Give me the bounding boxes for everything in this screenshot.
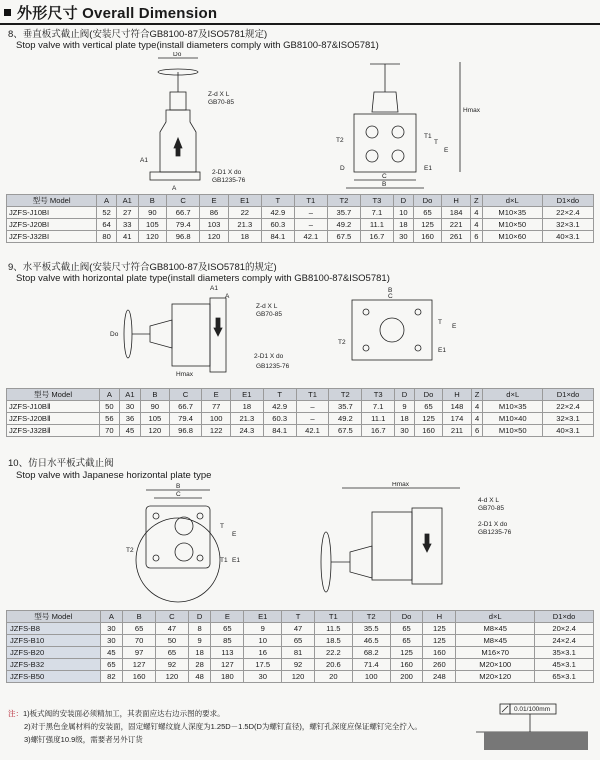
label-c: C <box>176 491 181 498</box>
surface-block <box>484 732 588 750</box>
table-row: JZFS-B20 45 97 65 18 113 16 81 22.2 68.2 125 160 M16×70 35×3.1 <box>7 647 594 659</box>
note-item: 3)螺钉强度10.9级，需要者另外订货 <box>24 735 143 744</box>
section-8-subtitle: Stop valve with vertical plate type(install diameters comply with GB8100-87&ISO5781) <box>16 40 379 51</box>
label-hmax: Hmax <box>463 107 480 114</box>
label-gb1: GB70-85 <box>208 99 235 106</box>
section-9-table <box>6 388 594 437</box>
label-gb1: GB70-85 <box>478 505 505 512</box>
label-e1: E1 <box>438 347 446 354</box>
section-8-drawing <box>0 52 600 192</box>
section-9-drawing <box>0 284 600 384</box>
mount-plate <box>150 172 200 180</box>
handwheel <box>124 310 132 358</box>
label-e1: E1 <box>232 557 240 564</box>
table-header: 型号 Model A A1 B C E E1 T T1 T2 T3 D Do H Z d×L D1×do <box>7 389 594 401</box>
table-row: JZFS-J20BI 64 33 105 79.4 103 21.3 60.3 – 49.2 11.1 18 125 221 4 M10×50 32×3.1 <box>7 219 594 231</box>
table-row: JZFS-J32BⅡ 70 45 120 96.8 122 24.3 84.1 42.1 67.5 16.7 30 160 211 6 M10×50 40×3.1 <box>7 425 594 437</box>
label-a1: A1 <box>140 157 148 164</box>
surface-finish-diagram <box>470 700 594 756</box>
handwheel-outline <box>136 518 220 602</box>
label-a: A <box>172 185 177 192</box>
label-gb1: GB70-85 <box>256 311 283 318</box>
table-row: JZFS-J10BⅡ 50 30 90 66.7 77 18 42.9 – 35.7 7.1 9 65 148 4 M10×35 22×2.4 <box>7 401 594 413</box>
flow-arrow-icon <box>214 318 222 336</box>
port-hole <box>380 318 404 342</box>
label-do: Do <box>110 331 119 338</box>
header-divider <box>0 23 600 25</box>
bonnet-front <box>372 92 398 112</box>
label-dxl: 4-d X L <box>478 497 499 504</box>
bolt-hole <box>197 555 203 561</box>
label-e: E <box>452 323 457 330</box>
label-t: T <box>220 523 224 530</box>
tolerance-label: 0.01/100mm <box>514 706 551 713</box>
label-t: T <box>434 139 438 146</box>
port-hole <box>366 150 378 162</box>
bonnet <box>170 92 186 110</box>
label-a1: A1 <box>210 285 218 292</box>
page-title: 外形尺寸 Overall Dimension <box>17 4 218 22</box>
label-c: C <box>382 173 387 180</box>
bonnet <box>150 320 172 348</box>
table-header: 型号 Model A B C D E E1 T T1 T2 Do H d×L D1×do <box>7 611 594 623</box>
label-t1: T1 <box>424 133 432 140</box>
section-9-subtitle: Stop valve with horizontal plate type(install diameters comply with GB8100-87&ISO5781) <box>16 273 390 284</box>
note-item: 2)对于黑色金属材料的安装面，固定螺钉螺纹旋人深度为1.25D－1.5D(D为螺钉直径)，螺钉孔深度应保证螺钉完全拧入。 <box>24 722 422 731</box>
port-hole <box>366 126 378 138</box>
bolt-hole <box>415 309 421 315</box>
label-t1: T1 <box>220 557 228 564</box>
port-hole <box>175 517 193 535</box>
port-hole <box>175 543 193 561</box>
label-d1: 2-D1 X do <box>212 169 242 176</box>
table-row: JZFS-J32BI 80 41 120 96.8 120 18 84.1 42.1 67.5 16.7 30 160 261 6 M10×60 40×3.1 <box>7 231 594 243</box>
table-row: JZFS-B10 30 70 50 9 85 10 65 18.5 46.5 65 125 M8×45 24×2.4 <box>7 635 594 647</box>
label-b: B <box>382 181 387 188</box>
flow-arrow-icon <box>174 138 182 156</box>
section-9-title: 9、水平板式截止阀(安装尺寸符合GB8100-87及ISO5781的规定) <box>8 262 277 273</box>
label-t2: T2 <box>126 547 134 554</box>
label-e: E <box>232 531 237 538</box>
valve-body-front <box>354 114 416 172</box>
label-gb2: GB1235-76 <box>256 363 290 370</box>
label-t: T <box>438 319 442 326</box>
valve-body <box>172 304 210 366</box>
label-hmax: Hmax <box>176 371 193 378</box>
bolt-hole <box>363 345 369 351</box>
table-row: JZFS-B50 82 160 120 48 180 30 120 20 100 200 248 M20×120 65×3.1 <box>7 671 594 683</box>
page-header <box>4 2 217 22</box>
bolt-hole <box>415 345 421 351</box>
valve-body-front <box>352 300 432 360</box>
notes-label: 注： <box>8 709 23 718</box>
table-row: JZFS-B32 65 127 92 28 127 17.5 92 20.6 71.4 160 260 M20×100 45×3.1 <box>7 659 594 671</box>
bolt-hole <box>197 513 203 519</box>
notes <box>8 707 422 746</box>
label-gb2: GB1235-76 <box>478 529 512 536</box>
label-hmax: Hmax <box>392 482 409 488</box>
label-t2: T2 <box>338 339 346 346</box>
table-row: JZFS-J10BI 52 27 90 66.7 86 22 42.9 – 35.7 7.1 10 65 184 4 M10×35 22×2.4 <box>7 207 594 219</box>
label-dxl: Z-d X L <box>256 303 278 310</box>
table-row: JZFS-J20BⅡ 56 36 105 79.4 100 21.3 60.3 – 49.2 11.1 18 125 174 4 M10×40 32×3.1 <box>7 413 594 425</box>
bolt-hole <box>153 513 159 519</box>
bolt-hole <box>363 309 369 315</box>
section-10-table <box>6 610 594 683</box>
section-8-title: 8、垂直板式截止阀(安装尺寸符合GB8100-87及ISO5781规定) <box>8 29 268 40</box>
bolt-hole <box>153 555 159 561</box>
label-b: B <box>388 287 393 294</box>
label-b: B <box>176 483 181 490</box>
port-hole <box>392 126 404 138</box>
bonnet <box>350 546 372 578</box>
label-c: C <box>388 293 393 300</box>
label-a: A <box>225 293 230 300</box>
port-hole <box>392 150 404 162</box>
label-e1: E1 <box>424 165 432 172</box>
table-row: JZFS-B8 30 65 47 8 65 9 47 11.5 35.5 65 125 M8×45 20×2.4 <box>7 623 594 635</box>
section-10-subtitle: Stop valve with Japanese horizontal plate type <box>16 470 212 481</box>
section-8-table <box>6 194 594 243</box>
note-item: 1)板式阀的安装面必须精加工，其表面应达右边示图的要求。 <box>23 709 225 718</box>
label-do: Do <box>173 52 182 58</box>
section-10-drawing <box>0 482 600 608</box>
handwheel <box>321 532 331 592</box>
label-t2: T2 <box>336 137 344 144</box>
label-dxl: Z-d X L <box>208 91 230 98</box>
bullet-square-icon <box>4 9 11 16</box>
flow-arrow-icon <box>423 534 431 552</box>
label-d1: 2-D1 X do <box>254 353 284 360</box>
valve-body <box>372 512 412 580</box>
label-gb2: GB1235-76 <box>212 177 246 184</box>
label-d1: 2-D1 X do <box>478 521 508 528</box>
section-10-title: 10、仿日水平板式截止阀 <box>8 458 114 469</box>
table-header: 型号 Model A A1 B C E E1 T T1 T2 T3 D Do H Z d×L D1×do <box>7 195 594 207</box>
label-e: E <box>444 147 449 154</box>
label-d: D <box>340 165 345 172</box>
